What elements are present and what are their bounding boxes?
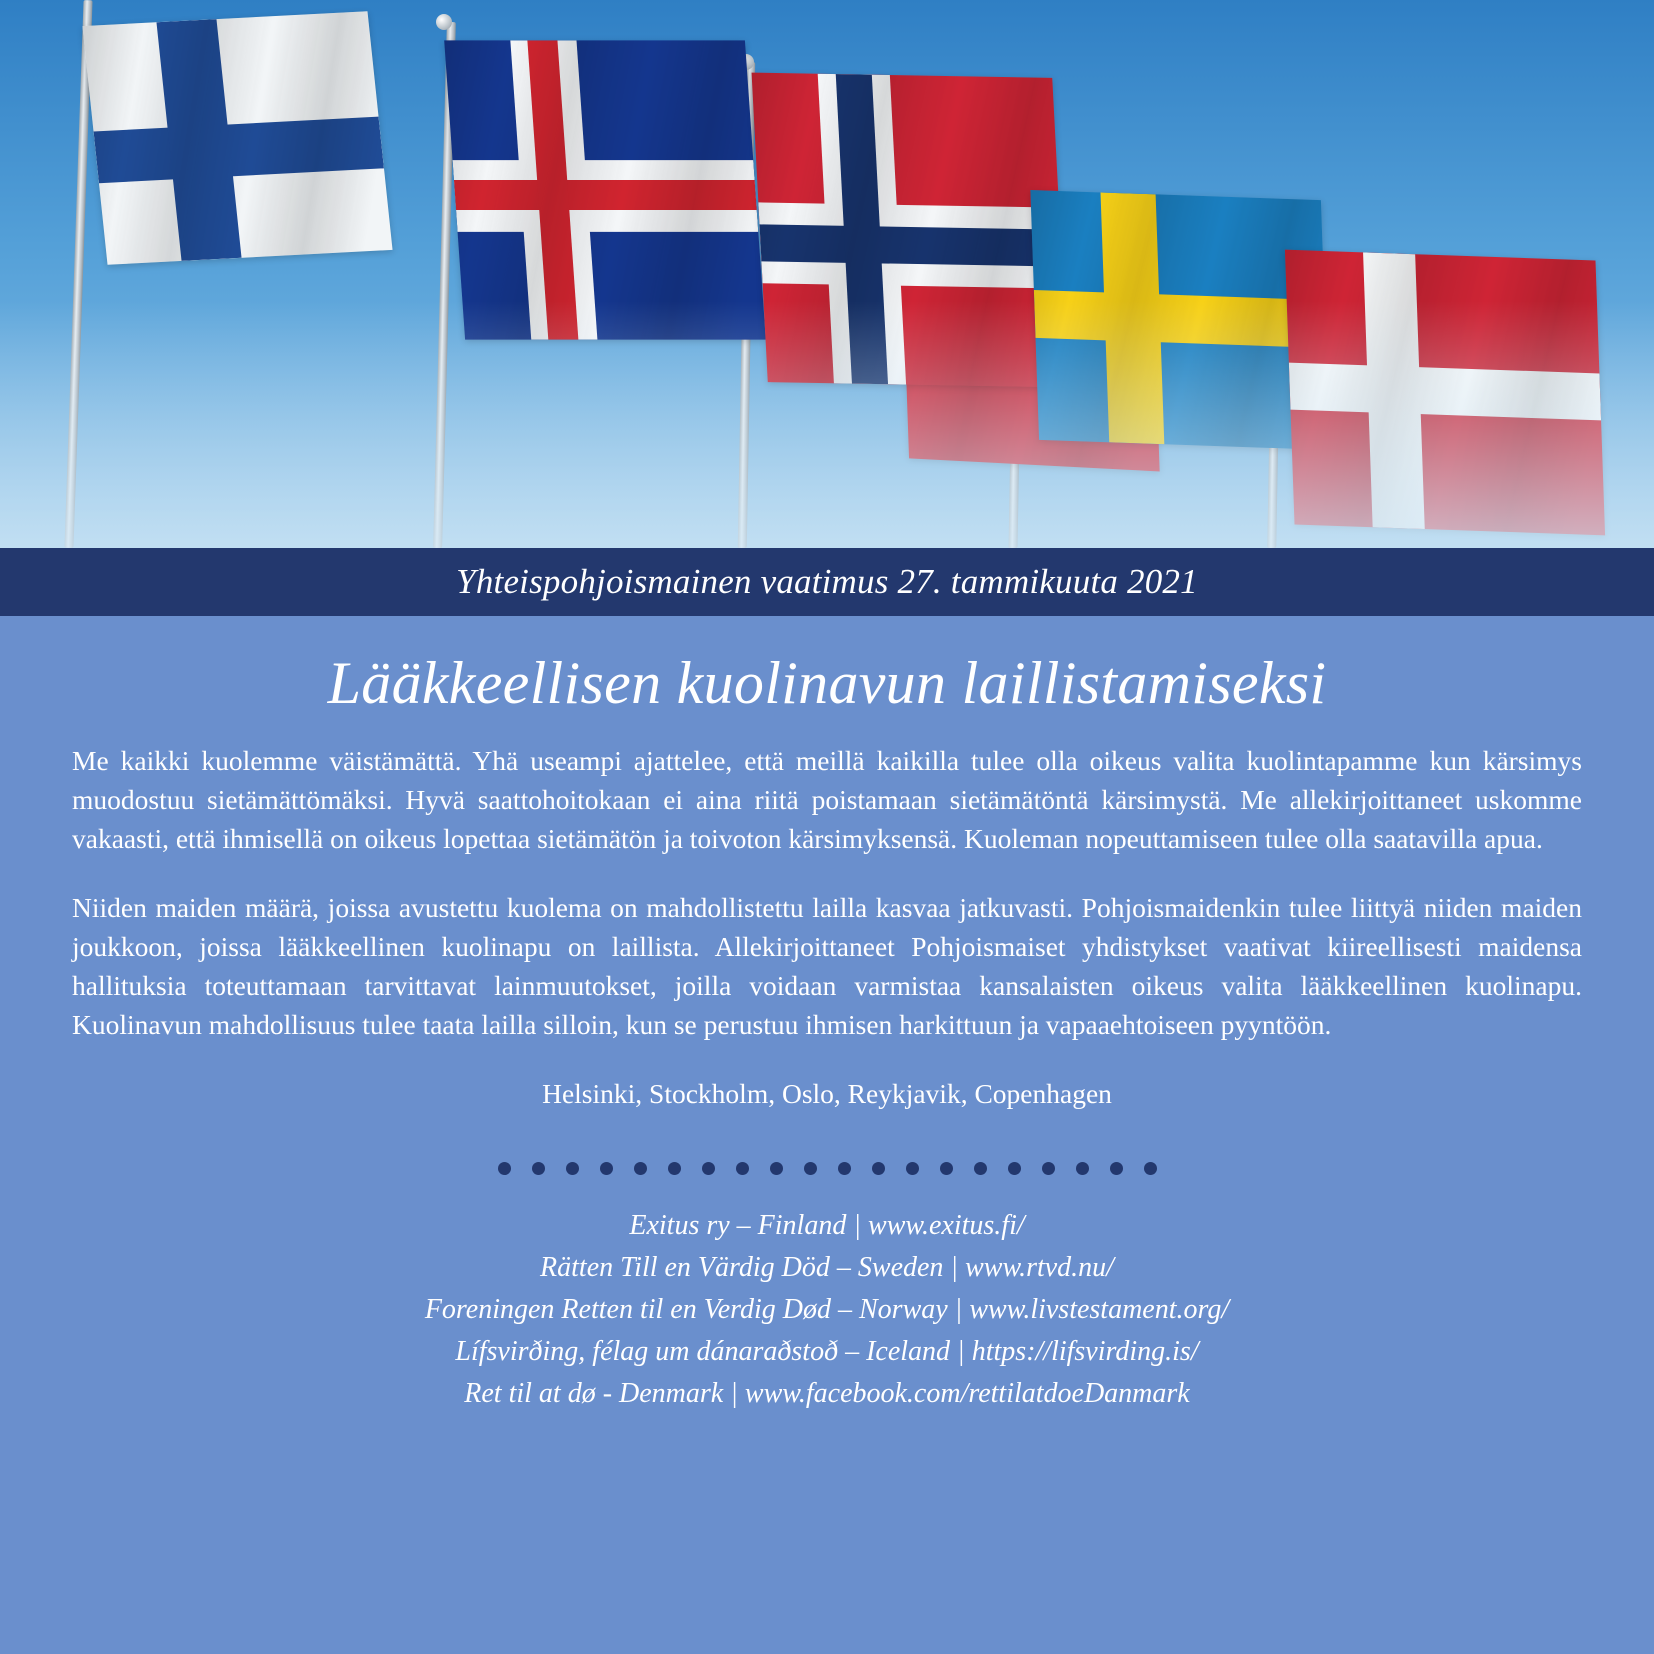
organization-line-finland[interactable]: Exitus ry – Finland | www.exitus.fi/ xyxy=(629,1210,1025,1242)
sky-haze xyxy=(0,301,1654,548)
body-paragraph-2: Niiden maiden määrä, joissa avustettu kuolema on mahdollistettu lailla kasvaa jatkuvasti. Pohjoismaidenkin tulee liittyä niiden maiden joukkoon, joissa lääkkeellinen kuolinapu on laillista. Allekirjoittaneet Pohjoismaiset yhdistykset vaativat kiireellisesti maidensa hallituksia toteuttamaan tarvittavat lainmuutokset, joilla voidaan varmistaa kansalaisten oikeus valita lääkkeellinen kuolinapu. Kuolinavun mahdollisuus tulee taata lailla silloin, kun se perustuu ihmisen harkittuun ja vapaaehtoiseen pyyntöön. xyxy=(72,892,1582,1041)
banner-title: Yhteispohjoismainen vaatimus 27. tammikuuta 2021 xyxy=(456,562,1198,601)
nordic-flags-photo xyxy=(0,0,1654,548)
divider-dot xyxy=(566,1162,579,1175)
divider-dot xyxy=(702,1162,715,1175)
divider-dot xyxy=(600,1162,613,1175)
dot-divider xyxy=(72,1162,1582,1175)
finland-flag xyxy=(82,11,392,265)
divider-dot xyxy=(736,1162,749,1175)
organizations-list xyxy=(72,1205,1582,1415)
body-paragraph-1: Me kaikki kuolemme väistämättä. Yhä useampi ajattelee, että meillä kaikilla tulee olla oikeus valita kuolintapamme kun kärsimys muodostuu sietämättömäksi. Hyvä saattohoitokaan ei aina riitä poistamaan sietämätöntä kärsimystä. Me allekirjoittaneet uskomme vakaasti, että ihmisellä on oikeus lopettaa sietämätön ja toivoton kärsimyksensä. Kuoleman nopeuttamiseen tulee olla saatavilla apua. xyxy=(72,745,1582,855)
divider-dot xyxy=(1110,1162,1123,1175)
divider-dot xyxy=(1144,1162,1157,1175)
banner xyxy=(0,548,1654,616)
divider-dot xyxy=(906,1162,919,1175)
organization-line-denmark[interactable]: Ret til at dø - Denmark | www.facebook.com/rettilatdoeDanmark xyxy=(464,1378,1190,1410)
divider-dot xyxy=(974,1162,987,1175)
flagpole-knob-2 xyxy=(436,14,452,30)
content-area xyxy=(0,616,1654,1654)
divider-dot xyxy=(1076,1162,1089,1175)
organization-line-norway[interactable]: Foreningen Retten til en Verdig Død – Norway | www.livstestament.org/ xyxy=(424,1294,1230,1326)
divider-dot xyxy=(1042,1162,1055,1175)
organization-line-sweden[interactable]: Rätten Till en Värdig Död – Sweden | www.rtvd.nu/ xyxy=(540,1252,1114,1284)
divider-dot xyxy=(838,1162,851,1175)
divider-dot xyxy=(1008,1162,1021,1175)
flag-wave-shading xyxy=(82,11,392,265)
flag-wave-shading xyxy=(444,40,766,339)
divider-dot xyxy=(634,1162,647,1175)
divider-dot xyxy=(872,1162,885,1175)
divider-dot xyxy=(532,1162,545,1175)
divider-dot xyxy=(770,1162,783,1175)
page-title: Lääkkeellisen kuolinavun laillistamiseksi xyxy=(327,650,1327,716)
divider-dot xyxy=(804,1162,817,1175)
divider-dot xyxy=(940,1162,953,1175)
iceland-flag xyxy=(444,40,766,339)
divider-dot xyxy=(498,1162,511,1175)
organization-line-iceland[interactable]: Lífsvirðing, félag um dánaraðstoð – Iceland | https://lifsvirding.is/ xyxy=(455,1336,1199,1368)
cities-line: Helsinki, Stockholm, Oslo, Reykjavik, Copenhagen xyxy=(542,1078,1112,1110)
divider-dot xyxy=(668,1162,681,1175)
